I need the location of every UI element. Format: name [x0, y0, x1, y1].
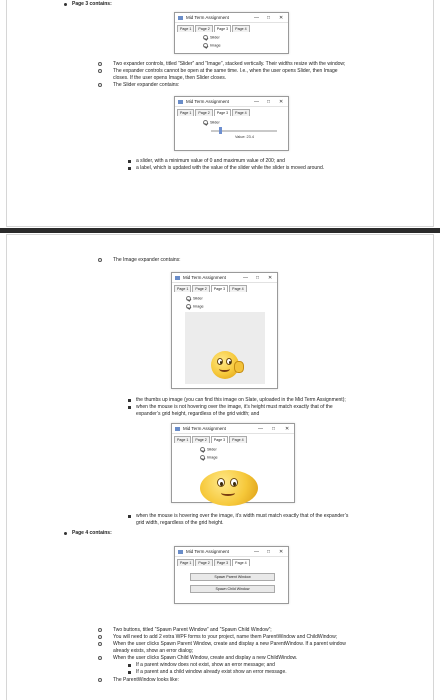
title-bar — [172, 273, 277, 283]
bullet-text: a label, which is updated with the value of the slider while the slider is moved around. — [136, 165, 325, 171]
close-icon[interactable]: ✕ — [279, 549, 284, 555]
tab-page-1[interactable]: Page 1 — [177, 559, 194, 566]
expander-label: Image — [207, 455, 218, 460]
bullet-text: when the mouse is not hovering over the image, it’s height must match exactly that of the — [136, 404, 333, 410]
bullet-square — [128, 671, 131, 674]
bullet-text: Two buttons, titled “Spawn Parent Window” and “Spawn Child Window”; — [113, 627, 272, 633]
page3-heading: Page 3 contains: — [72, 1, 112, 7]
tab-page-4[interactable]: Page 4 — [229, 436, 246, 443]
slider-expander[interactable] — [200, 447, 217, 453]
minimize-icon[interactable]: — — [254, 99, 259, 105]
app-icon — [175, 276, 180, 280]
image-expander-intro: The Image expander contains: — [113, 257, 181, 263]
bullet-circle — [98, 62, 102, 66]
bullet-text-continued: already exists, show an error dialog; — [113, 648, 194, 654]
image-expander[interactable] — [200, 455, 218, 461]
tab-page-3[interactable]: Page 3 — [214, 109, 231, 116]
bullet-text: You will need to add 2 extra WPF forms to your project, name them ParentWindow and ChildWindow; — [113, 634, 338, 640]
maximize-icon[interactable]: □ — [267, 15, 271, 21]
page4-heading: Page 4 contains: — [72, 530, 112, 536]
minimize-icon[interactable]: — — [258, 426, 263, 432]
tab-strip — [177, 25, 251, 32]
spawn-child-window-button[interactable]: Spawn Child Window — [190, 585, 275, 593]
tab-strip — [174, 285, 248, 292]
bullet-text: when the mouse is hovering over the image, it’s width must match exactly that of the expander’s — [136, 513, 349, 519]
tab-page-2[interactable]: Page 2 — [195, 25, 212, 32]
maximize-icon[interactable]: □ — [267, 99, 271, 105]
pupil-shape — [229, 361, 231, 364]
bullet-circle — [98, 69, 102, 73]
maximize-icon[interactable]: □ — [267, 549, 271, 555]
image-expander[interactable] — [203, 43, 221, 49]
expander-label: Image — [210, 43, 221, 48]
mouth-shape — [219, 366, 230, 372]
close-icon[interactable]: ✕ — [268, 275, 273, 281]
window-title: Mid Term Assignment — [183, 426, 226, 431]
document-page-2 — [6, 234, 434, 700]
bullet-text-continued: grid width, regardless of the grid height. — [136, 520, 224, 526]
bullet-square — [128, 515, 131, 518]
tab-page-1[interactable]: Page 1 — [177, 109, 194, 116]
eye-shape — [217, 478, 225, 487]
pupil-shape — [220, 482, 223, 486]
chevron-up-icon — [186, 304, 191, 309]
tab-page-1[interactable]: Page 1 — [174, 285, 191, 292]
tab-page-3[interactable]: Page 3 — [214, 559, 231, 566]
tab-page-2[interactable]: Page 2 — [192, 285, 209, 292]
chevron-down-icon — [200, 447, 205, 452]
title-bar — [172, 424, 294, 434]
bullet-dot — [64, 532, 67, 535]
tab-strip — [177, 109, 251, 116]
slider-expander[interactable] — [186, 296, 203, 302]
slider-expander[interactable] — [203, 120, 220, 126]
sub-bullet-text: If a parent and a child window already exist show an error message. — [136, 669, 287, 675]
chevron-down-icon — [186, 296, 191, 301]
tab-page-4[interactable]: Page 4 — [232, 559, 249, 566]
bullet-circle — [98, 678, 102, 682]
window-title: Mid Term Assignment — [183, 275, 226, 280]
sub-bullet-text: If a parent window does not exist, show an error message; and — [136, 662, 275, 668]
bullet-text: The ParentWindow looks like: — [113, 677, 179, 683]
window-mid-term-slider — [174, 96, 289, 151]
bullet-circle — [98, 635, 102, 639]
chevron-up-icon — [203, 120, 208, 125]
eye-shape — [230, 478, 238, 487]
window-mid-term-image — [171, 272, 278, 389]
tab-page-2[interactable]: Page 2 — [195, 109, 212, 116]
app-icon — [178, 100, 183, 104]
bullet-circle — [98, 258, 102, 262]
app-icon — [178, 550, 183, 554]
window-title: Mid Term Assignment — [186, 15, 229, 20]
slider-thumb[interactable] — [219, 127, 222, 134]
maximize-icon[interactable]: □ — [272, 426, 276, 432]
bullet-square — [128, 664, 131, 667]
pupil-shape — [220, 361, 222, 364]
bullet-text: When the user clicks Spawn Parent Window, create and display a new ParentWindow. If a parent window — [113, 641, 346, 647]
expander-label: Slider — [210, 120, 220, 125]
close-icon[interactable]: ✕ — [285, 426, 290, 432]
eye-shape — [226, 358, 232, 365]
bullet-circle — [98, 656, 102, 660]
close-icon[interactable]: ✕ — [279, 15, 284, 21]
tab-page-2[interactable]: Page 2 — [195, 559, 212, 566]
window-title: Mid Term Assignment — [186, 99, 229, 104]
page-separator — [0, 228, 440, 233]
window-mid-term-collapsed — [174, 12, 289, 54]
document-page-1 — [6, 0, 434, 227]
chevron-down-icon — [203, 35, 208, 40]
minimize-icon[interactable]: — — [243, 275, 248, 281]
tab-page-3[interactable]: Page 3 — [211, 285, 228, 292]
bullet-text: When the user clicks Spawn Child Window, create and display a new ChildWindow. — [113, 655, 298, 661]
tab-page-4[interactable]: Page 4 — [232, 109, 249, 116]
app-icon — [175, 427, 180, 431]
thumbs-up-emoji-image-hover[interactable] — [200, 470, 258, 506]
expander-label: Slider — [193, 296, 203, 301]
pupil-shape — [233, 482, 236, 486]
expander-label: Slider — [210, 35, 220, 40]
expander-label: Slider — [207, 447, 217, 452]
bullet-text: The expander controls cannot be open at the same time. I.e., when the user opens Slider, then Image — [113, 68, 338, 74]
thumbs-up-hand-icon — [234, 361, 244, 373]
expander-label: Image — [193, 304, 204, 309]
app-icon — [178, 16, 183, 20]
window-title: Mid Term Assignment — [186, 549, 229, 554]
bullet-dot — [64, 3, 67, 6]
close-icon[interactable]: ✕ — [279, 99, 284, 105]
window-mid-term-hover — [171, 423, 295, 503]
slider-expander[interactable] — [203, 35, 220, 41]
bullet-circle — [98, 642, 102, 646]
tab-strip — [177, 559, 251, 566]
tab-strip — [174, 436, 248, 443]
slider-value-label: Value: 23.4 — [235, 135, 254, 139]
maximize-icon[interactable]: □ — [256, 275, 260, 281]
bullet-text: Two expander controls, titled “Slider” and “Image”, stacked vertically. Their widths resize with the window; — [113, 61, 346, 67]
minimize-icon[interactable]: — — [254, 549, 259, 555]
title-bar — [175, 547, 288, 557]
tab-page-4[interactable]: Page 4 — [229, 285, 246, 292]
bullet-square — [128, 406, 131, 409]
window-mid-term-buttons — [174, 546, 289, 604]
bullet-text-continued: expander’s grid height, regardless of the grid width; and — [136, 411, 260, 417]
tab-page-1[interactable]: Page 1 — [177, 25, 194, 32]
tab-page-4[interactable]: Page 4 — [232, 25, 249, 32]
bullet-square — [128, 167, 131, 170]
image-expander[interactable] — [186, 304, 204, 310]
tab-page-2[interactable]: Page 2 — [192, 436, 209, 443]
bullet-text: the thumbs up image (you can find this image on Slate, uploaded in the Mid Term Assignment); — [136, 397, 346, 403]
chevron-down-icon — [203, 43, 208, 48]
title-bar — [175, 13, 288, 23]
bullet-text-continued: closes. If the user opens Image, then Slider closes. — [113, 75, 227, 81]
bullet-circle — [98, 628, 102, 632]
bullet-circle — [98, 83, 102, 87]
tab-page-3[interactable]: Page 3 — [214, 25, 231, 32]
tab-page-3[interactable]: Page 3 — [211, 436, 228, 443]
bullet-square — [128, 160, 131, 163]
minimize-icon[interactable]: — — [254, 15, 259, 21]
tab-page-1[interactable]: Page 1 — [174, 436, 191, 443]
bullet-square — [128, 399, 131, 402]
bullet-text: The Slider expander contains: — [113, 82, 180, 88]
mouth-shape — [221, 490, 235, 496]
title-bar — [175, 97, 288, 107]
chevron-up-icon — [200, 455, 205, 460]
spawn-parent-window-button[interactable]: Spawn Parent Window — [190, 573, 275, 581]
bullet-text: a slider, with a minimum value of 0 and maximum value of 200; and — [136, 158, 285, 164]
eye-shape — [217, 358, 223, 365]
